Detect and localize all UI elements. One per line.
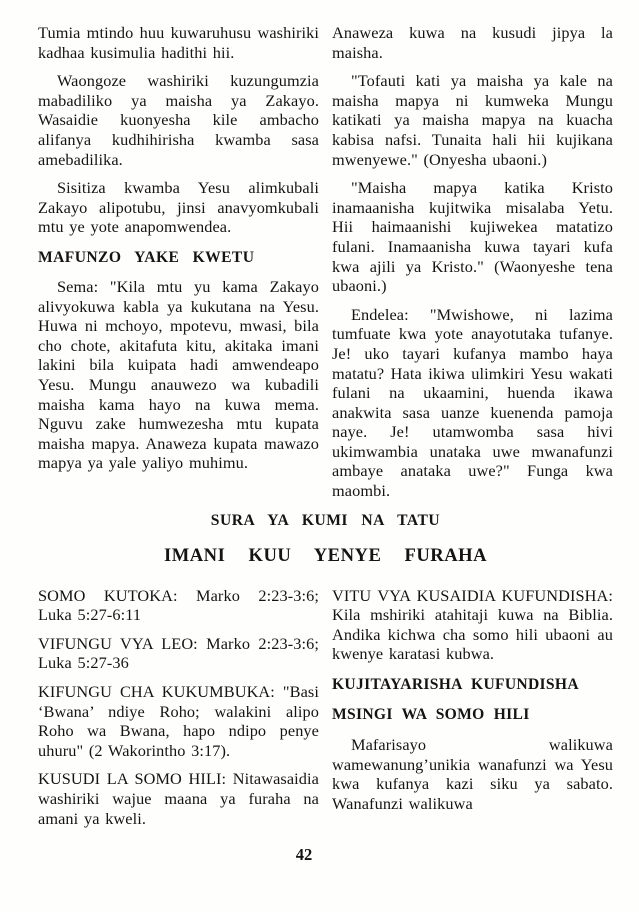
paragraph: Waongoze washiriki kuzungumzia mabadiliko ya maisha ya Zakayo. Wasaidie kuonyesha kile ambacho alifanya kudhihirisha kwamba sasa amebadilika. bbox=[38, 71, 319, 169]
top-columns bbox=[38, 23, 613, 501]
paragraph: Anaweza kuwa na kusudi jipya la maisha. bbox=[332, 23, 613, 62]
bottom-columns bbox=[38, 586, 613, 829]
top-right-column bbox=[332, 23, 613, 501]
bottom-left-column bbox=[38, 586, 319, 829]
lesson-reading-reference: SOMO KUTOKA: Marko 2:23-3:6; Luka 5:27-6:11 bbox=[38, 585, 319, 625]
paragraph: "Tofauti kati ya maisha ya kale na maisha mapya ni kumweka Mungu katikati ya maisha mapya na kuacha kabisa nafsi. Tunaita hali hii kujikana mwenyewe." (Onyesha ubaoni.) bbox=[332, 71, 613, 169]
chapter-number-heading: SURA YA KUMI NA TATU bbox=[210, 511, 441, 529]
top-left-column bbox=[38, 23, 319, 501]
section-heading-mafunzo-yake-kwetu: MAFUNZO YAKE KWETU bbox=[38, 248, 255, 266]
teaching-aids: VITU VYA KUSAIDIA KUFUNDISHA: Kila mshiriki atahitaji kuwa na Biblia. Andika kichwa cha somo hili ubaoni au kwenye karatasi kubwa. bbox=[332, 585, 613, 664]
section-heading-msingi-wa-somo-hili: MSINGI WA SOMO HILI bbox=[332, 706, 530, 724]
section-heading-kujitayarisha-kufundisha: KUJITAYARISHA KUFUNDISHA bbox=[332, 676, 579, 694]
bottom-right-column bbox=[332, 586, 613, 829]
paragraph: Tumia mtindo huu kuwaruhusu washiriki kadhaa kusimulia hadithi hii. bbox=[38, 23, 319, 62]
lesson-purpose: KUSUDI LA SOMO HILI: Nitawasaidia washiriki wajue maana ya furaha na amani ya kweli. bbox=[38, 769, 319, 828]
chapter-title: IMANI KUU YENYE FURAHA bbox=[163, 544, 488, 566]
daily-passages-reference: VIFUNGU VYA LEO: Marko 2:23-3:6; Luka 5:27-36 bbox=[38, 633, 319, 673]
chapter-heading-block bbox=[38, 512, 613, 567]
page-number: 42 bbox=[295, 845, 313, 864]
memory-verse: KIFUNGU CHA KUKUMBUKA: "Basi ‘Bwana’ ndiye Roho; walakini alipo Roho wa Bwana, hapo ndipo penye uhuru" (2 Wakorintho 3:17). bbox=[38, 682, 319, 760]
paragraph: Sisitiza kwamba Yesu alimkubali Zakayo alipotubu, jinsi anavyomkubali mtu ye yote anapomwendea. bbox=[38, 178, 319, 237]
paragraph: Mafarisayo walikuwa wamewanung’unikia wanafunzi wa Yesu kwa kufanya kazi siku ya sabato. Wanafunzi walikuwa bbox=[332, 735, 613, 813]
paragraph: Endelea: "Mwishowe, ni lazima tumfuate kwa yote anayotutaka tufanye. Je! uko tayari kufanya mambo haya matatu? Hata ikiwa ulimkiri Yesu wakati fulani na ukaamini, huenda ikawa anakwita sasa uanze kuenenda pamoja naye. Je! utamwomba sasa hivi ukimwambia unataka uwe mwanafunzi ambaye anataka uwe?" Funga kwa maombi. bbox=[332, 304, 613, 501]
paragraph: Sema: "Kila mtu yu kama Zakayo alivyokuwa kabla ya kukutana na Yesu. Huwa ni mchoyo, mpotevu, mwasi, bila cho chote, akitafuta kitu, akitaka imani lakini bila kuipata hadi amwendeapo Yesu. Mungu anauwezo wa kubadili maisha kama hayo na kuwa mema. Nguvu zake humwezesha mtu kupata maisha mapya. Anaweza kupata mawazo mapya ya yale yaliyo muhimu. bbox=[38, 276, 319, 473]
paragraph: "Maisha mapya katika Kristo inamaanisha kujitwika misalaba Yetu. Hii haimaanishi kujiwekea matatizo fulani. Inamaanisha kuwa tayari kufa kwa ajili ya Kristo." (Waonyeshe tena ubaoni.) bbox=[332, 178, 613, 296]
